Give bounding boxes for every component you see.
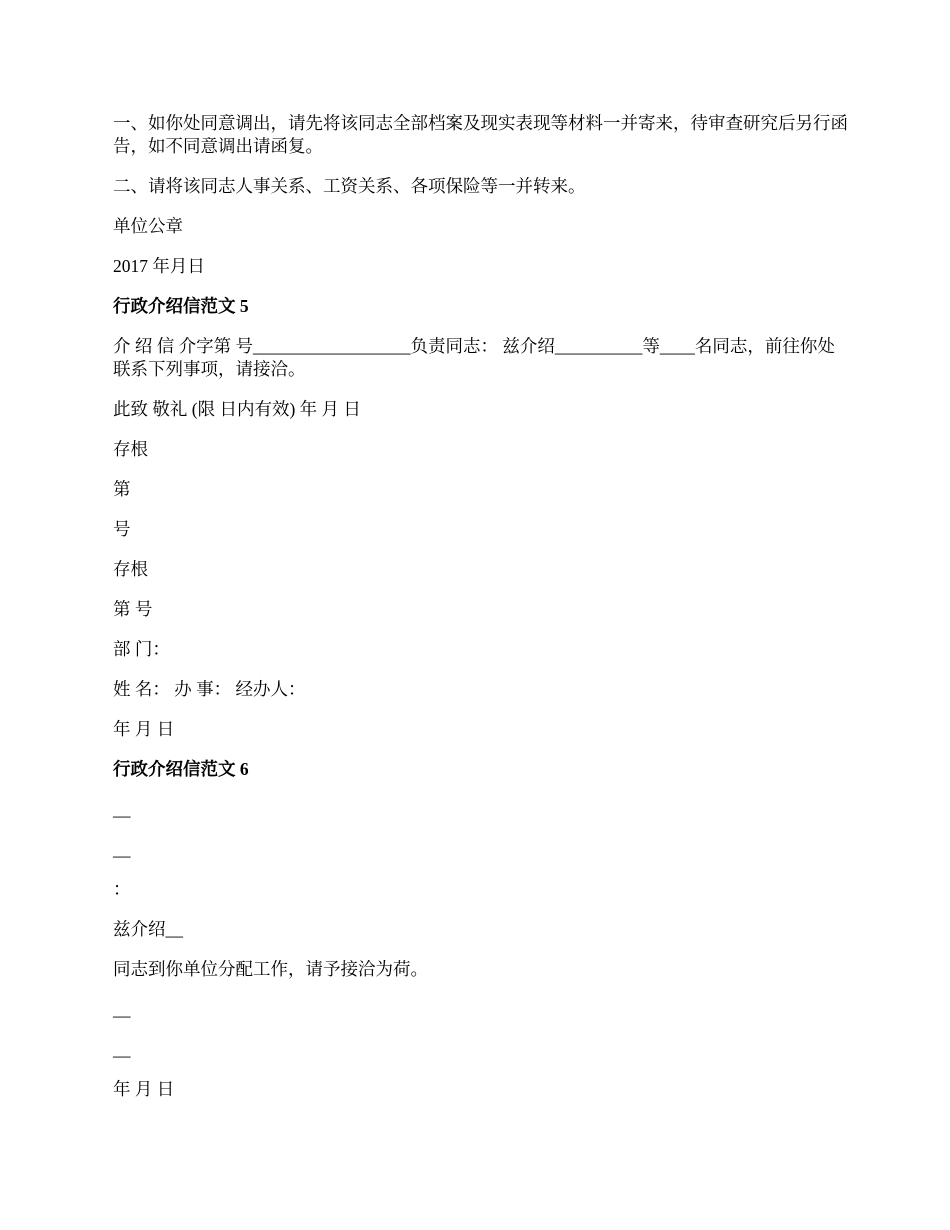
paragraph-blank-2: __ bbox=[113, 839, 131, 859]
heading-sample-6: 行政介绍信范文 6 bbox=[113, 759, 249, 779]
paragraph-transfer-terms-2: 二、请将该同志人事关系、工资关系、各项保险等一并转来。 bbox=[113, 176, 586, 196]
paragraph-colon: ： bbox=[113, 879, 131, 899]
paragraph-date-3: 年 月 日 bbox=[113, 1079, 175, 1099]
paragraph-stub-2: 存根 bbox=[113, 559, 148, 579]
paragraph-unit-seal: 单位公章 bbox=[113, 216, 183, 236]
paragraph-transfer-terms-1: 一、如你处同意调出，请先将该同志全部档案及现实表现等材料一并寄来，待审查研究后另行函告，如不同意调出请函复。 bbox=[113, 113, 848, 156]
document-body bbox=[113, 112, 848, 1118]
paragraph-closing: 此致 敬礼 (限 日内有效) 年 月 日 bbox=[113, 399, 361, 419]
paragraph-date: 2017 年月日 bbox=[113, 256, 205, 276]
paragraph-date-2: 年 月 日 bbox=[113, 719, 175, 739]
heading-sample-5: 行政介绍信范文 5 bbox=[113, 296, 249, 316]
paragraph-letter-body: 介 绍 信 介字第 号__________________负责同志： 兹介绍__________等____名同志，前往你处联系下列事项，请接洽。 bbox=[113, 336, 835, 379]
paragraph-introduce: 兹介绍__ bbox=[113, 919, 183, 939]
paragraph-name-fields: 姓 名： 办 事： 经办人： bbox=[113, 679, 306, 699]
paragraph-stub-no-suffix: 号 bbox=[113, 519, 131, 539]
paragraph-stub-no-prefix: 第 bbox=[113, 479, 131, 499]
paragraph-department: 部 门： bbox=[113, 639, 170, 659]
paragraph-stub-number: 第 号 bbox=[113, 599, 153, 619]
paragraph-stub: 存根 bbox=[113, 439, 148, 459]
paragraph-blank-1: __ bbox=[113, 799, 131, 819]
paragraph-assignment: 同志到你单位分配工作，请予接洽为荷。 bbox=[113, 959, 428, 979]
paragraph-blank-3: __ bbox=[113, 999, 131, 1019]
paragraph-blank-4: __ bbox=[113, 1039, 131, 1059]
